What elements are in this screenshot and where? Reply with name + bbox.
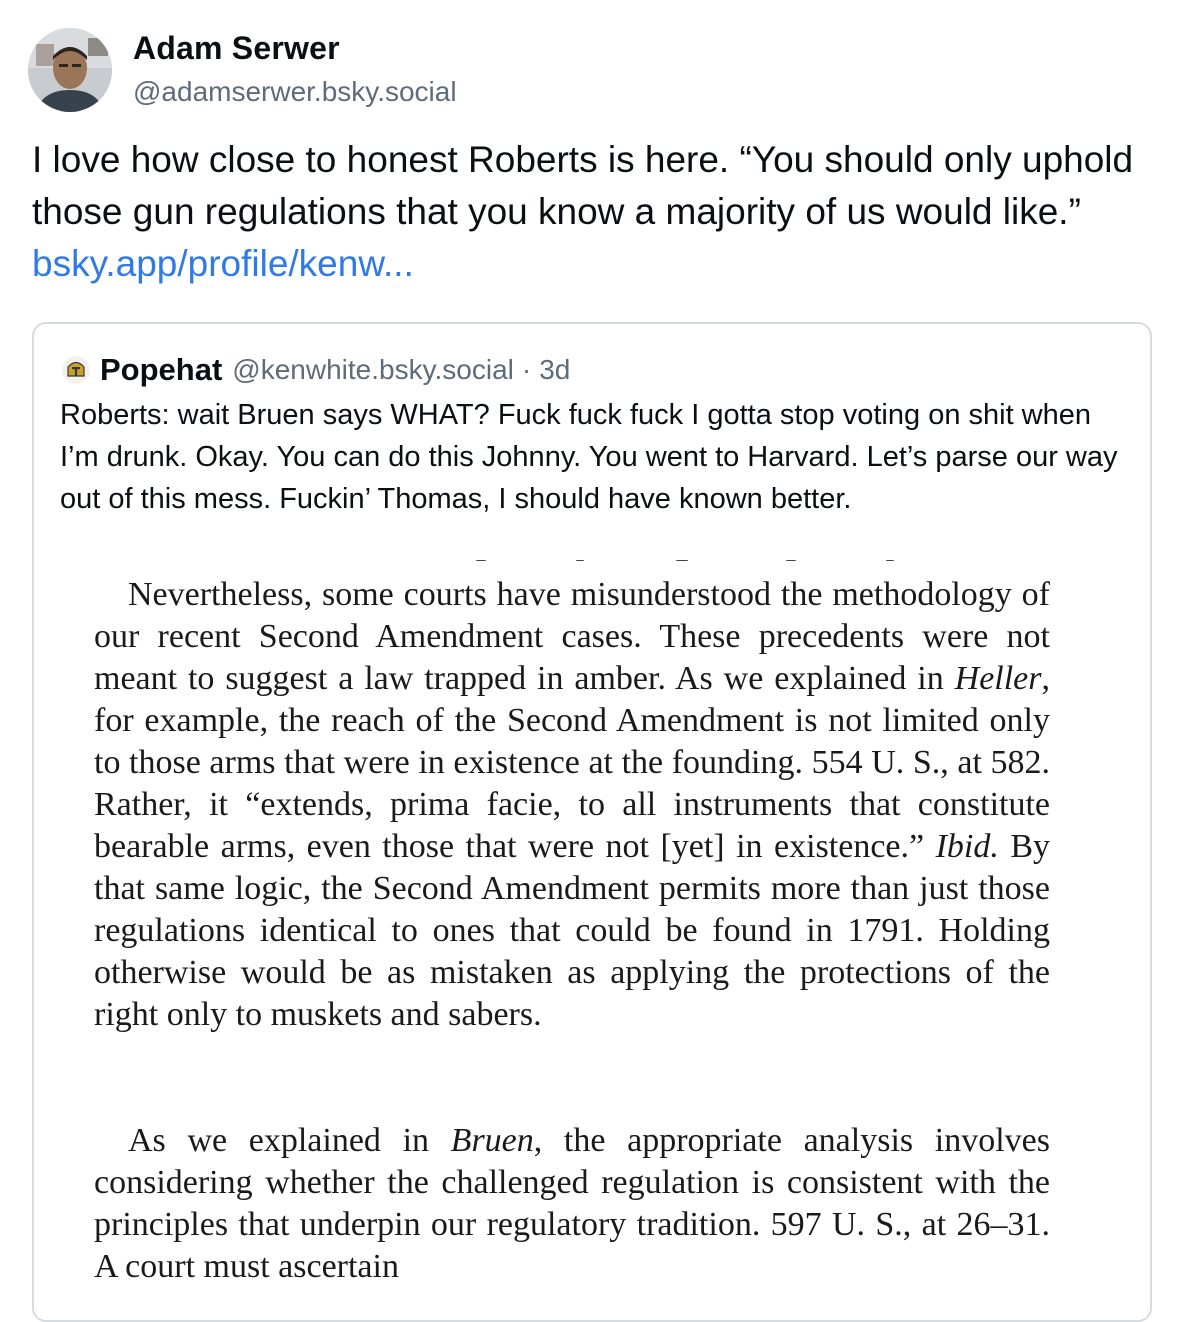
cropped-text-line: [176, 560, 1076, 568]
popehat-helmet-icon[interactable]: [62, 356, 90, 384]
p2-text-a: As we explained in: [128, 1122, 451, 1159]
quote-author-handle[interactable]: @kenwhite.bsky.social: [232, 354, 514, 385]
quote-timestamp[interactable]: 3d: [539, 354, 571, 385]
quote-author-name[interactable]: Popehat: [100, 352, 223, 387]
quote-text: Roberts: wait Bruen says WHAT? Fuck fuck fuck I gotta stop voting on shit when I’m drunk. Okay. You can do this Johnny. You went to Harvard. Let’s parse our way out of this mess. Fuckin’ Thomas, I should have known better.: [60, 399, 1118, 515]
p2-text-c: , the appropriate analysis involves considering whether the challenged regulation is consistent with the principles that underpin our regulatory tradition. 597 U. S., at 26–31. A court must ascertain: [94, 1122, 1050, 1285]
p2-italic-bruen: Bruen: [450, 1122, 534, 1159]
user-photo-icon: [28, 28, 112, 112]
p1-italic-heller: Heller: [954, 660, 1042, 697]
quote-header: [62, 350, 570, 390]
author-name[interactable]: Adam Serwer: [133, 30, 340, 66]
p1-text-e: By that same logic, the Second Amendment permits more than just those regulations identical to ones that could be found in 1791. Holding otherwise would be as mistaken as applying the protections of the right only to muskets and sabers.: [94, 828, 1050, 1033]
post-text: [32, 134, 1142, 290]
quote-card[interactable]: [32, 322, 1152, 1322]
p1-text-c: , for example, the reach of the Second Amendment is not limited only to those arms that were in existence at the founding. 554 U. S., at 582. Rather, it “extends, prima facie, to all instruments that constitute bearable arms, even those that were not [yet] in existence.”: [94, 660, 1050, 865]
separator-dot: ·: [521, 354, 532, 385]
p1-text-a: Nevertheless, some courts have misunderstood the methodology of our recent Second Amendment cases. These precedents were not meant to suggest a law trapped in amber. As we explained in: [94, 576, 1050, 697]
post-link[interactable]: bsky.app/profile/kenw...: [32, 243, 414, 284]
author-avatar[interactable]: [28, 28, 112, 112]
document-paragraph-2: [94, 1120, 1050, 1288]
post-body: I love how close to honest Roberts is here. “You should only uphold those gun regulations that you know a majority of us would like.”: [32, 139, 1134, 232]
p1-italic-ibid: Ibid.: [935, 828, 999, 865]
author-handle[interactable]: @adamserwer.bsky.social: [133, 76, 457, 107]
document-paragraph-1: [94, 574, 1050, 1036]
quoted-document-image[interactable]: [36, 560, 1150, 1320]
